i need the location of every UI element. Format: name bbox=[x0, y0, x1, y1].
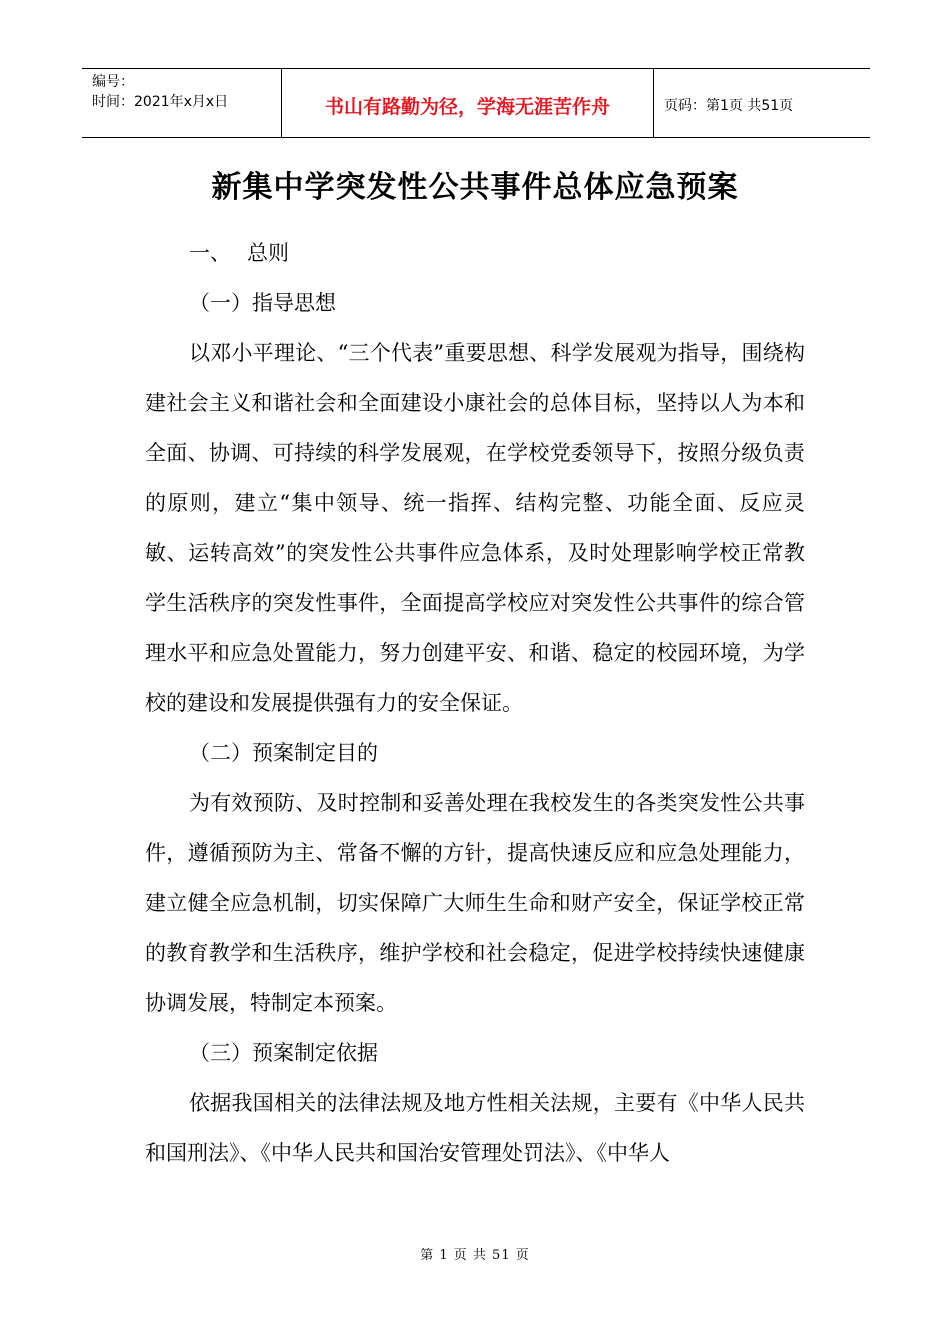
page-header bbox=[82, 68, 870, 138]
paragraph-guiding: 以邓小平理论、“三个代表”重要思想、科学发展观为指导，围绕构建社会主义和谐社会和全面建设小康社会的总体目标，坚持以人为本和全面、协调、可持续的科学发展观，在学校党委领导下，按照分级负责的原则，建立“集中领导、统一指挥、结构完整、功能全面、反应灵敏、运转高效”的突发性公共事件应急体系，及时处理影响学校正常教学生活秩序的突发性事件，全面提高学校应对突发性公共事件的综合管理水平和应急处置能力，努力创建平安、和谐、稳定的校园环境，为学校的建设和发展提供强有力的安全保证。 bbox=[145, 341, 805, 715]
section-heading-general bbox=[145, 228, 805, 278]
subsection-heading-basis: （三）预案制定依据 bbox=[189, 1041, 378, 1065]
subsection-heading-guiding: （一）指导思想 bbox=[189, 291, 336, 315]
header-page-info: 页码：第1页 共51页 bbox=[664, 98, 794, 114]
paragraph-purpose: 为有效预防、及时控制和妥善处理在我校发生的各类突发性公共事件，遵循预防为主、常备不懈的方针，提高快速反应和应急处理能力，建立健全应急机制，切实保障广大师生生命和财产安全，保证学校正常的教育教学和生活秩序，维护学校和社会稳定，促进学校持续快速健康协调发展，特制定本预案。 bbox=[145, 791, 805, 1015]
document-body bbox=[145, 228, 805, 1178]
header-motto: 书山有路勤为径，学海无涯苦作舟 bbox=[282, 69, 654, 137]
document-title: 新集中学突发性公共事件总体应急预案 bbox=[211, 170, 739, 205]
date-label: 时间：2021年x月x日 bbox=[92, 94, 229, 110]
header-meta bbox=[82, 69, 282, 137]
paragraph-basis: 依据我国相关的法律法规及地方性相关法规，主要有《中华人民共和国刑法》、《中华人民共和国治安管理处罚法》、《中华人 bbox=[145, 1091, 805, 1165]
code-label: 编号： bbox=[92, 74, 134, 90]
page-footer: 第 1 页 共 51 页 bbox=[420, 1248, 530, 1263]
subsection-heading-purpose: （二）预案制定目的 bbox=[189, 741, 378, 765]
section-title: 总则 bbox=[247, 241, 289, 265]
section-number: 一、 bbox=[189, 241, 231, 265]
